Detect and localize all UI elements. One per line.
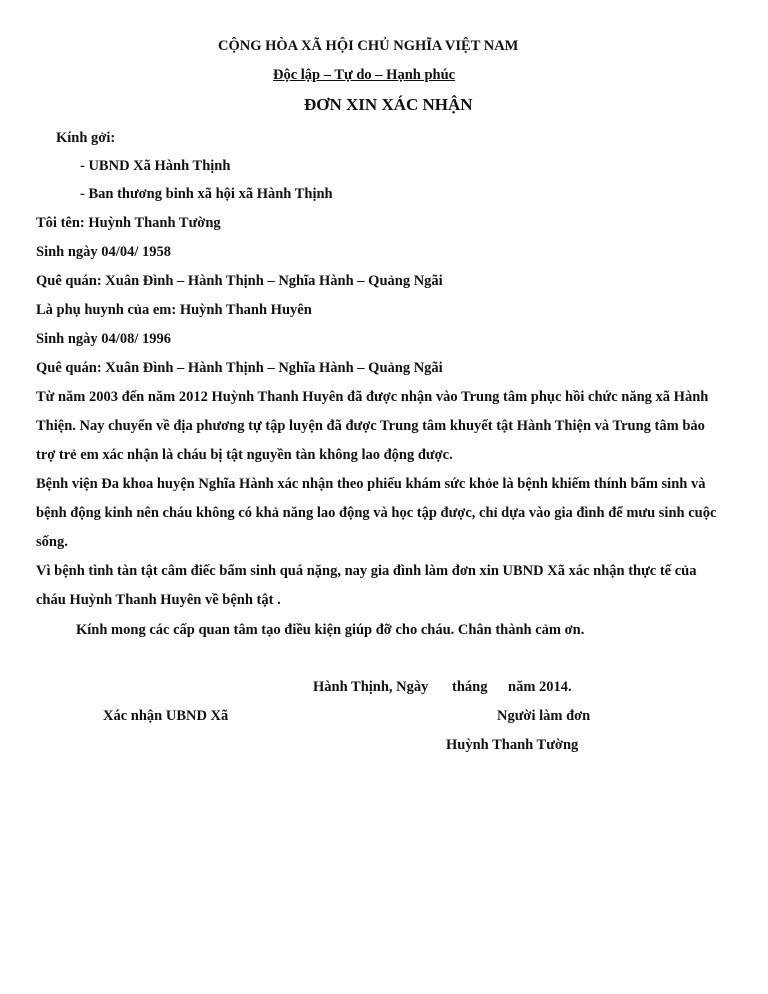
child-birthdate-line: Sinh ngày 04/08/ 1996 [36,331,171,347]
paragraph-line: Từ năm 2003 đến năm 2012 Huỳnh Thanh Huyên đã được nhận vào Trung tâm phục hồi chức năng xã Hành [36,389,709,405]
paragraph-line: Thiện. Nay chuyển về địa phương tự tập luyện đã được Trung tâm khuyết tật Hành Thiện và Trung tâm bảo [36,418,705,434]
place-date: Hành Thịnh, Ngày [313,679,429,695]
paragraph-line: Bệnh viện Đa khoa huyện Nghĩa Hành xác nhận theo phiếu khám sức khỏe là bệnh khiếm thính bẩm sinh và [36,476,706,492]
commune-confirmation-label: Xác nhận UBND Xã [103,708,229,724]
recipient-item: - Ban thương binh xã hội xã Hành Thịnh [80,186,333,202]
applicant-signature-name: Huỳnh Thanh Tường [446,737,579,753]
paragraph-line: trợ trẻ em xác nhận là cháu bị tật nguyền tàn không lao động được. [36,447,453,463]
paragraph-line: bệnh động kinh nên cháu không có khả năng lao động và học tập được, chỉ dựa vào gia đình để mưu sinh cuộc [36,505,717,521]
applicant-name-line: Tôi tên: Huỳnh Thanh Tường [36,215,221,231]
child-hometown-line: Quê quán: Xuân Đình – Hành Thịnh – Nghĩa Hành – Quảng Ngãi [36,360,443,376]
recipient-item: - UBND Xã Hành Thịnh [80,158,231,174]
motto: Độc lập – Tự do – Hạnh phúc [273,67,456,83]
national-header: CỘNG HÒA XÃ HỘI CHỦ NGHĨA VIỆT NAM [218,38,519,54]
date-year: năm 2014. [508,679,572,695]
applicant-hometown-line: Quê quán: Xuân Đình – Hành Thịnh – Nghĩa Hành – Quảng Ngãi [36,273,443,289]
paragraph-line: Vì bệnh tình tàn tật câm điếc bẩm sinh quá nặng, nay gia đình làm đơn xin UBND Xã xác nhận thực tế của [36,563,697,579]
applicant-birthdate-line: Sinh ngày 04/04/ 1958 [36,244,171,260]
paragraph-line: sống. [36,534,68,550]
applicant-label: Người làm đơn [497,708,591,724]
closing-line: Kính mong các cấp quan tâm tạo điều kiện giúp đỡ cho cháu. Chân thành cảm ơn. [76,622,585,638]
greeting: Kính gởi: [56,130,116,146]
document-title: ĐƠN XIN XÁC NHẬN [304,95,473,114]
date-month: tháng [452,679,488,695]
parent-of-line: Là phụ huynh của em: Huỳnh Thanh Huyên [36,302,312,318]
paragraph-line: cháu Huỳnh Thanh Huyên về bệnh tật . [36,592,281,608]
